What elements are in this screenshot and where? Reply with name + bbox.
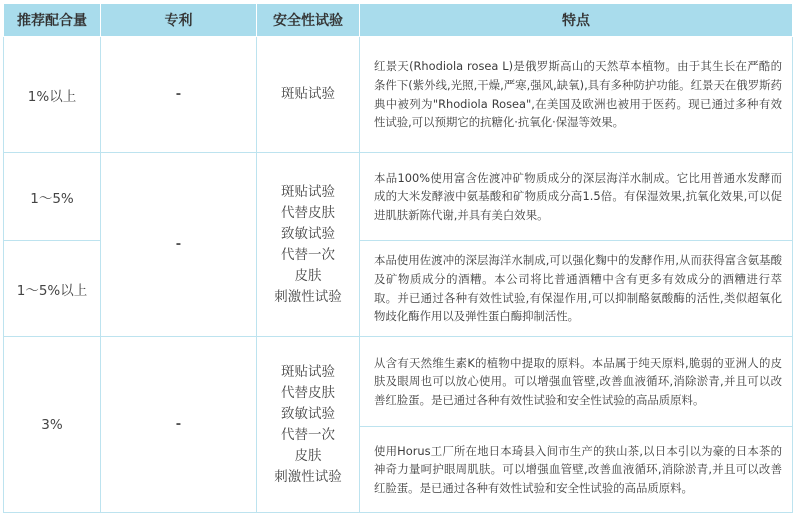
safety-test-item: 斑贴试验	[281, 363, 335, 380]
patent-cell: -	[101, 337, 257, 513]
feature-cell: 使用Horus工厂所在地日本琦县入间市生产的狭山茶,以日本引以为豪的日本茶的神奇力量呵护眼周肌肤。可以增强血管壁,改善血液循环,消除淤青,并且可以改善红脸蛋。是已通过各种有效性试验和安全性试验的高品质原料。	[360, 427, 793, 513]
safety-test-cell	[257, 37, 360, 153]
feature-cell: 本品使用佐渡冲的深层海洋水制成,可以强化麴中的发酵作用,从而获得富含氨基酸及矿物质成分的酒糟。本公司将比普通酒糟中含有更多有效成分的酒糟进行萃取。并已通过各种有效性试验,有保湿作用,可以抑制酪氨酸酶的活性,类似超氧化物歧化酶作用以及弹性蛋白酶抑制活性。	[360, 241, 793, 337]
header-patent: 专利	[101, 4, 257, 37]
safety-test-item: 致敏试验	[281, 405, 335, 422]
header-ratio: 推荐配合量	[4, 4, 101, 37]
feature-cell: 红景天(Rhodiola rosea L)是俄罗斯高山的天然草本植物。由于其生长在严酷的条件下(紫外线,光照,干燥,严寒,强风,缺氧),具有多种防护功能。红景天在俄罗斯药典中被列为"Rhodiola Rosea",在美国及欧洲也被用于医药。现已通过多种有效性试验,可以预期它的抗糖化·抗氧化·保湿等效果。	[360, 37, 793, 153]
safety-test-cell	[257, 153, 360, 337]
safety-test-item: 代替一次	[281, 246, 335, 263]
safety-test-cell	[257, 337, 360, 513]
header-feature: 特点	[360, 4, 793, 37]
safety-test-item: 刺激性试验	[274, 288, 342, 305]
table-row	[4, 153, 793, 241]
header-safety-test: 安全性试验	[257, 4, 360, 37]
feature-cell: 本品100%使用富含佐渡冲矿物质成分的深层海洋水制成。它比用普通水发酵而成的大米发酵液中氨基酸和矿物质成分高1.5倍。有保湿效果,抗氧化效果,可以促进肌肤新陈代谢,并具有美白效果。	[360, 153, 793, 241]
safety-test-item: 皮肤	[294, 447, 322, 464]
safety-test-item: 代替一次	[281, 426, 335, 443]
ingredient-table	[3, 3, 793, 513]
safety-test-item: 代替皮肤	[281, 384, 335, 401]
safety-test-item: 皮肤	[294, 267, 322, 284]
safety-test-item: 斑贴试验	[281, 183, 335, 200]
table-row	[4, 337, 793, 427]
patent-cell: -	[101, 153, 257, 337]
safety-test-item: 致敏试验	[281, 225, 335, 242]
safety-test-item: 刺激性试验	[274, 468, 342, 485]
ratio-cell: 3%	[4, 337, 101, 513]
table-row	[4, 37, 793, 153]
safety-test-item: 代替皮肤	[281, 204, 335, 221]
ratio-cell: 1%以上	[4, 37, 101, 153]
ratio-cell: 1～5%以上	[4, 241, 101, 337]
patent-cell: -	[101, 37, 257, 153]
ratio-cell: 1～5%	[4, 153, 101, 241]
safety-test-item: 斑贴试验	[281, 86, 335, 102]
header-row	[4, 4, 793, 37]
feature-cell: 从含有天然维生素K的植物中提取的原料。本品属于纯天原料,脆弱的亚洲人的皮肤及眼周也可以放心使用。可以增强血管壁,改善血液循环,消除淤青,并且可以改善红脸蛋。是已通过各种有效性试验和安全性试验的高品质原料。	[360, 337, 793, 427]
